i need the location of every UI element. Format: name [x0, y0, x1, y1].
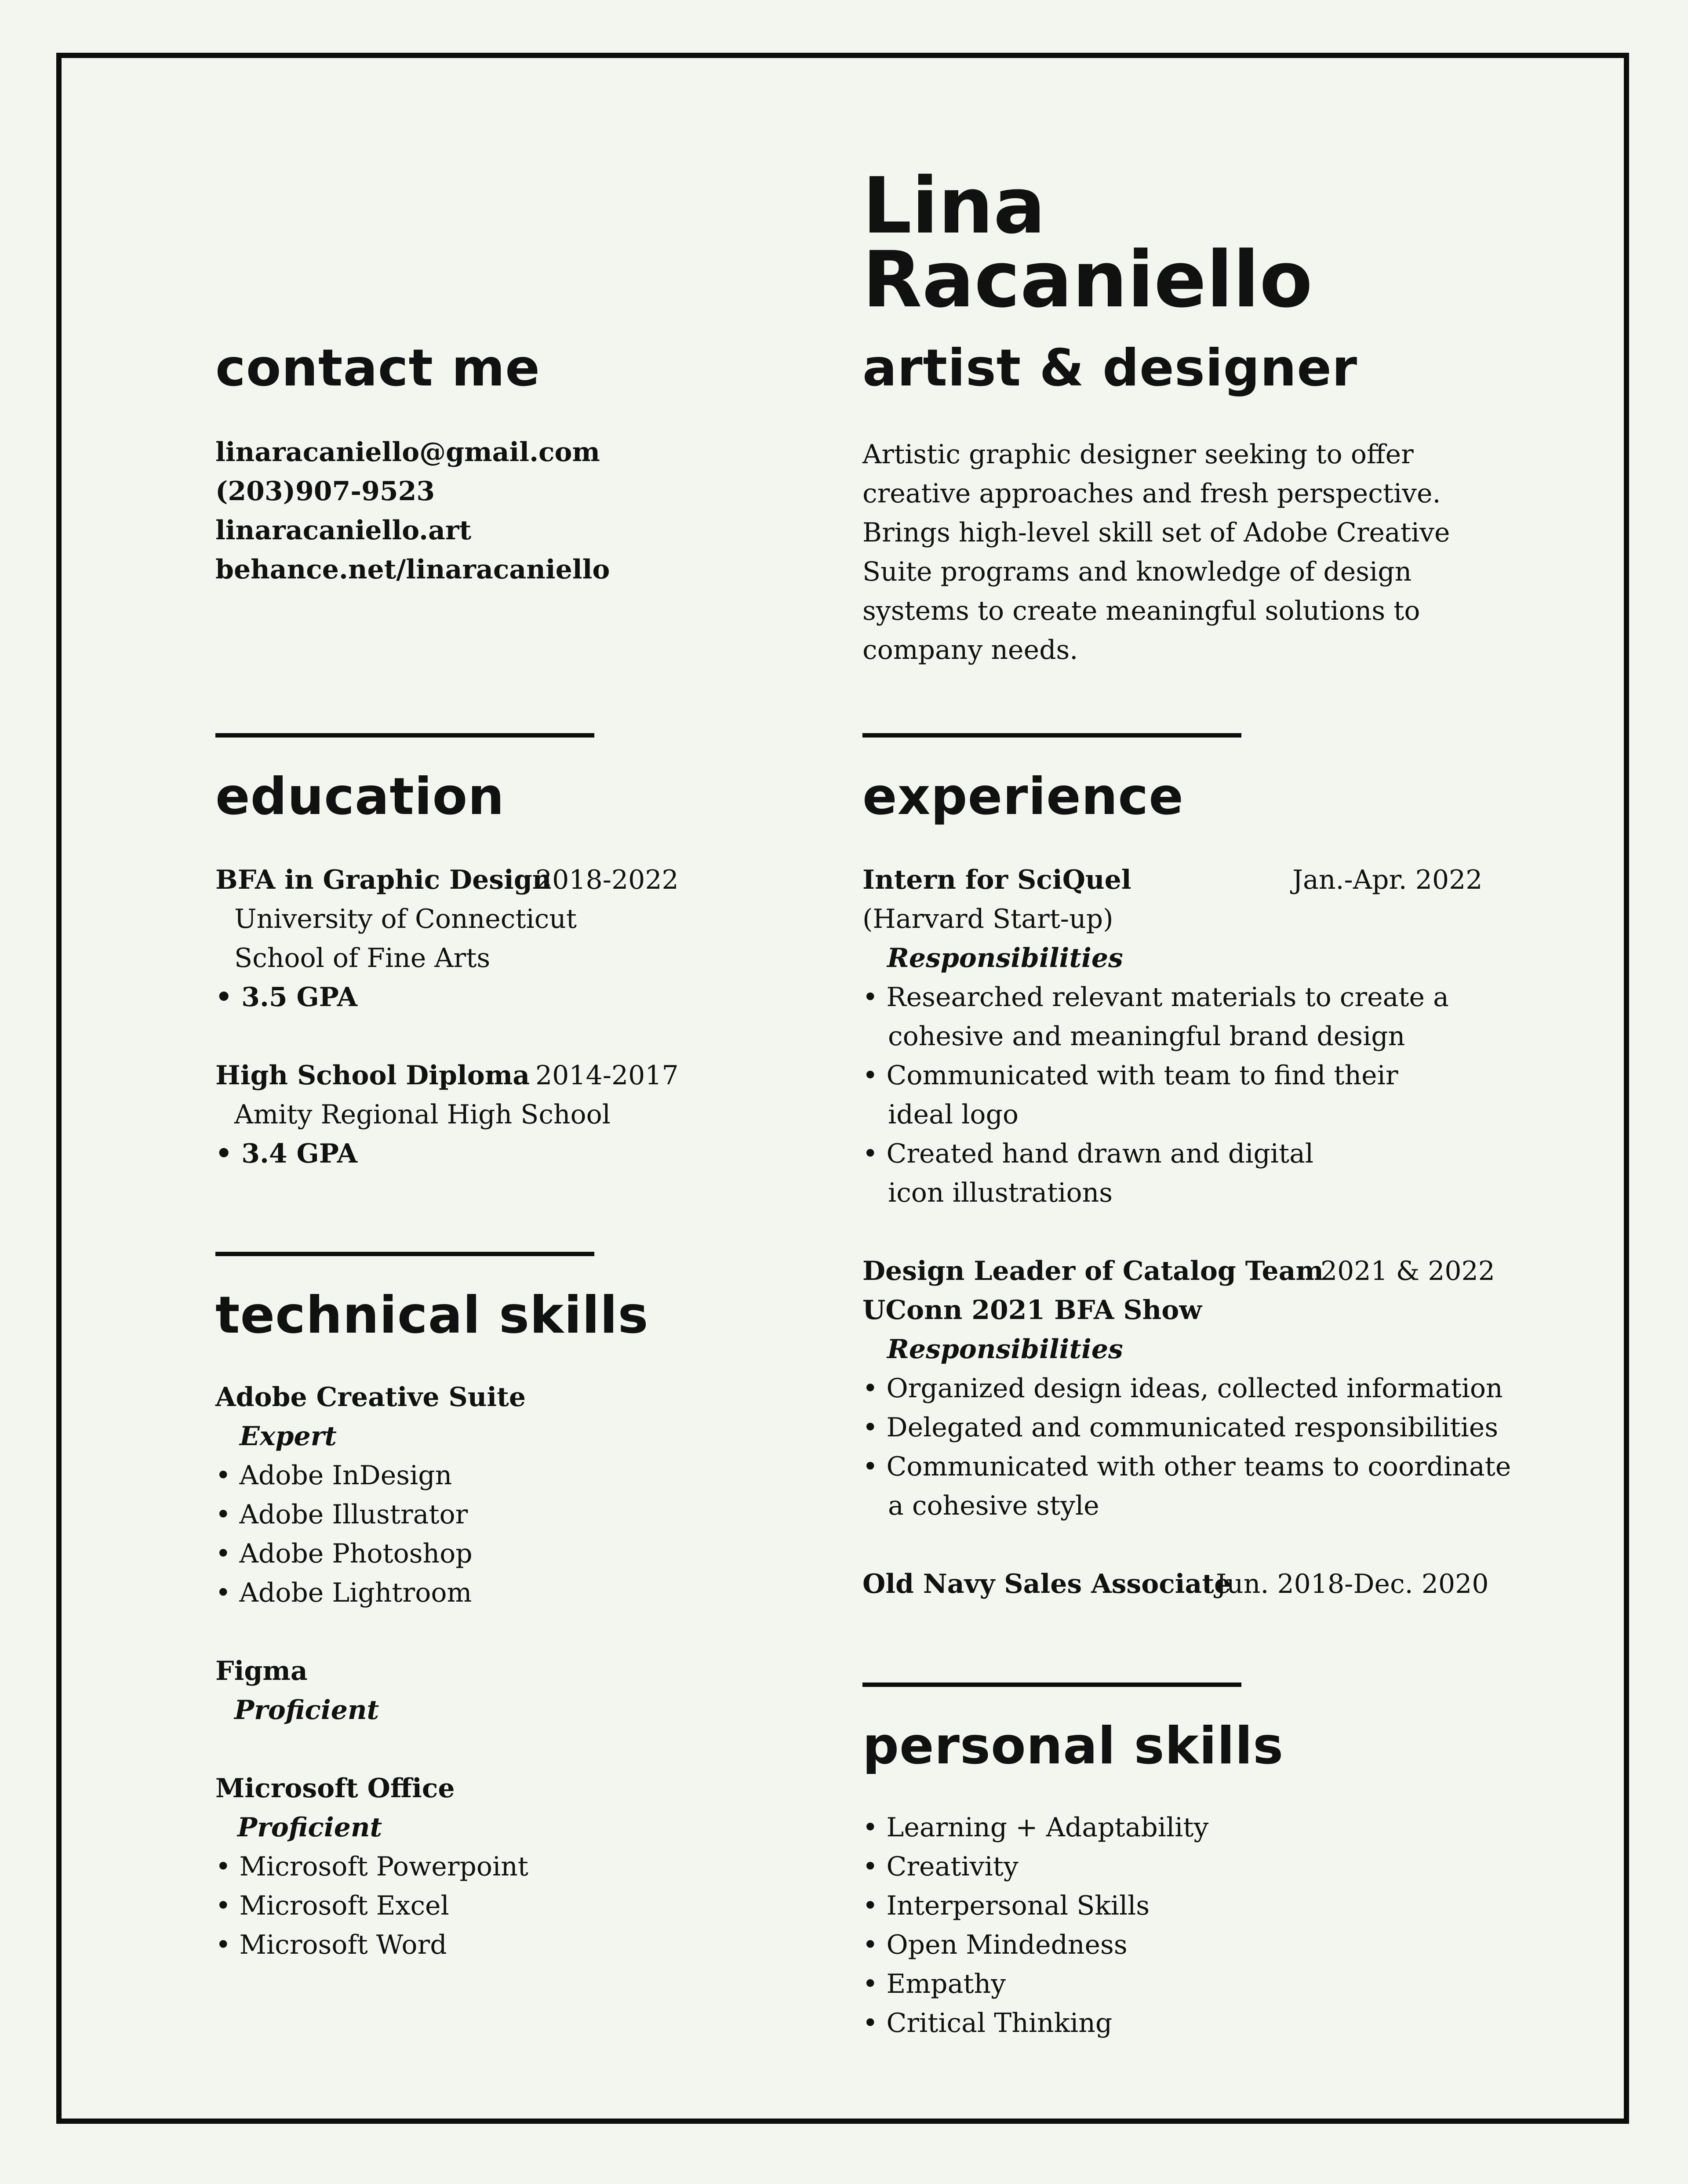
job-title: artist & designer — [862, 338, 1358, 398]
skill-item: • Microsoft Excel — [215, 1886, 449, 1926]
personal-skill-item: • Empathy — [862, 1965, 1006, 2004]
skill-level: Proficient — [234, 1695, 379, 1726]
education-years: 2018-2022 — [535, 865, 679, 895]
education-school: University of Connecticut — [234, 904, 577, 934]
education-gpa: • 3.4 GPA — [215, 1134, 357, 1174]
education-degree: High School Diploma — [215, 1060, 530, 1091]
summary-line: company needs. — [862, 635, 1078, 665]
personal-skill-item: • Interpersonal Skills — [862, 1886, 1150, 1926]
skill-level: Proficient — [237, 1812, 382, 1843]
job-dates: Jan.-Apr. 2022 — [1292, 865, 1483, 895]
job-org: (Harvard Start-up) — [862, 904, 1113, 934]
contact-website[interactable]: linaracaniello.art — [215, 515, 472, 546]
responsibility-item: • Researched relevant materials to create a — [862, 978, 1449, 1017]
job-dates: 2021 & 2022 — [1321, 1256, 1495, 1286]
summary-line: systems to create meaningful solutions to — [862, 596, 1420, 626]
summary-line: Suite programs and knowledge of design — [862, 556, 1412, 587]
summary-line: Artistic graphic designer seeking to offer — [862, 439, 1414, 470]
skill-group-name: Microsoft Office — [215, 1773, 455, 1804]
responsibilities-label: Responsibilities — [887, 943, 1123, 974]
contact-heading: contact me — [215, 338, 540, 398]
skill-item: • Adobe InDesign — [215, 1456, 452, 1495]
last-name: Racaniello — [862, 235, 1313, 325]
personal-skill-item: • Creativity — [862, 1847, 1019, 1886]
responsibility-item: ideal logo — [888, 1099, 1019, 1130]
personal-skill-item: • Learning + Adaptability — [862, 1808, 1208, 1847]
skill-item: • Microsoft Word — [215, 1926, 447, 1965]
skill-item: • Adobe Lightroom — [215, 1573, 472, 1613]
responsibility-item: cohesive and meaningful brand design — [888, 1021, 1405, 1052]
job-dates: Jun. 2018-Dec. 2020 — [1216, 1569, 1489, 1599]
skill-group-name: Figma — [215, 1656, 308, 1686]
name-heading — [862, 161, 1313, 325]
education-gpa: • 3.5 GPA — [215, 978, 357, 1017]
education-degree: BFA in Graphic Design — [215, 865, 552, 895]
contact-phone[interactable]: (203)907-9523 — [215, 476, 435, 507]
summary — [862, 435, 1450, 670]
job-role: Intern for SciQuel — [862, 865, 1131, 895]
skill-level: Expert — [240, 1421, 337, 1452]
job-role: Old Navy Sales Associate — [862, 1569, 1231, 1599]
responsibility-item: • Delegated and communicated responsibilities — [862, 1408, 1498, 1447]
responsibility-item: • Created hand drawn and digital — [862, 1134, 1313, 1174]
job-org: UConn 2021 BFA Show — [862, 1295, 1202, 1326]
skill-item: • Adobe Illustrator — [215, 1495, 468, 1534]
contact-email[interactable]: linaracaniello@gmail.com — [215, 437, 600, 468]
responsibility-item: icon illustrations — [888, 1177, 1113, 1208]
education-heading: education — [215, 767, 505, 826]
summary-line: creative approaches and fresh perspective. — [862, 478, 1441, 509]
contact-behance[interactable]: behance.net/linaracaniello — [215, 554, 610, 585]
responsibility-item: • Communicated with other teams to coordinate — [862, 1447, 1511, 1486]
personal-skills-heading: personal skills — [862, 1716, 1284, 1776]
section-divider — [215, 1252, 594, 1256]
technical-skills-heading: technical skills — [215, 1286, 649, 1345]
responsibility-item: a cohesive style — [888, 1490, 1099, 1521]
education-years: 2014-2017 — [535, 1060, 679, 1091]
summary-line: Brings high-level skill set of Adobe Creative — [862, 517, 1450, 548]
section-divider — [215, 733, 594, 738]
first-name: Lina — [862, 161, 1046, 251]
responsibility-item: • Communicated with team to find their — [862, 1056, 1398, 1095]
job-role: Design Leader of Catalog Team — [862, 1256, 1324, 1286]
skill-group-name: Adobe Creative Suite — [215, 1382, 526, 1413]
responsibilities-label: Responsibilities — [887, 1334, 1123, 1365]
section-divider — [862, 1683, 1241, 1687]
responsibility-item: • Organized design ideas, collected information — [862, 1369, 1503, 1408]
skill-item: • Microsoft Powerpoint — [215, 1847, 528, 1886]
personal-skill-item: • Critical Thinking — [862, 2004, 1112, 2043]
personal-skill-item: • Open Mindedness — [862, 1926, 1128, 1965]
skill-item: • Adobe Photoshop — [215, 1534, 473, 1573]
contact-list — [215, 433, 610, 589]
education-school: Amity Regional High School — [234, 1099, 611, 1130]
section-divider — [862, 733, 1241, 738]
education-school: School of Fine Arts — [234, 943, 491, 974]
experience-heading: experience — [862, 767, 1184, 826]
